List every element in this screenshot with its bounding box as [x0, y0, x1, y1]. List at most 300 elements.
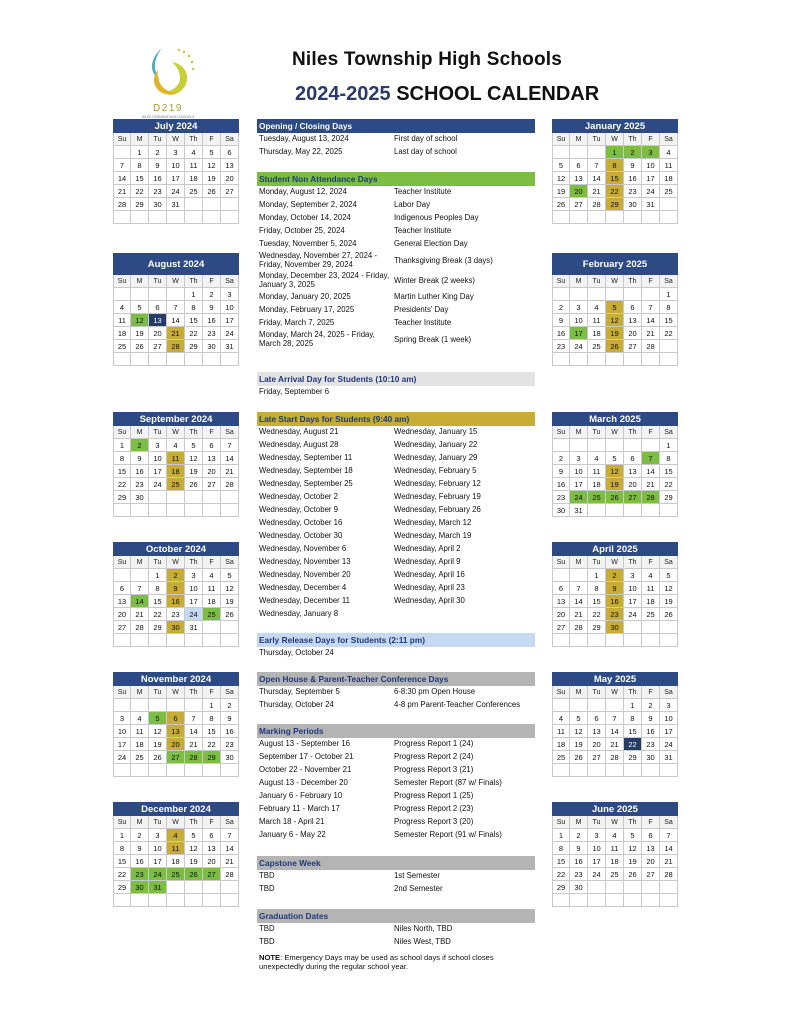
calendar-day: 10	[113, 725, 131, 738]
calendar-day: 1	[606, 146, 624, 159]
calendar-day: 28	[642, 340, 660, 353]
calendar-week	[113, 465, 239, 478]
calendar-day: 24	[149, 868, 167, 881]
calendar-day	[185, 198, 203, 211]
row-date: Tuesday, November 5, 2024	[259, 239, 357, 249]
month-calendar	[552, 119, 678, 224]
table-row	[257, 452, 535, 465]
row-date: March 18 - April 21	[259, 817, 325, 827]
calendar-day	[606, 504, 624, 517]
calendar-day: 4	[606, 829, 624, 842]
calendar-day: 28	[185, 751, 203, 764]
calendar-week	[113, 478, 239, 491]
table-row	[257, 686, 535, 699]
weekday-label: M	[570, 816, 588, 829]
calendar-day	[221, 764, 239, 777]
calendar-day: 23	[552, 491, 570, 504]
calendar-day: 7	[221, 439, 239, 452]
calendar-day: 16	[606, 595, 624, 608]
calendar-day: 5	[606, 301, 624, 314]
weekday-header	[552, 275, 678, 288]
calendar-day	[570, 569, 588, 582]
calendar-day: 11	[642, 582, 660, 595]
calendar-day: 1	[588, 569, 606, 582]
section-late-arrival	[257, 372, 535, 399]
calendar-day: 7	[588, 159, 606, 172]
calendar-week	[113, 301, 239, 314]
calendar-day	[221, 894, 239, 907]
row-description: Wednesday, April 2	[394, 544, 461, 554]
calendar-day: 18	[203, 595, 221, 608]
row-description: Wednesday, April 16	[394, 570, 465, 580]
calendar-day: 11	[588, 314, 606, 327]
month-calendar	[113, 542, 239, 647]
calendar-day: 12	[606, 314, 624, 327]
calendar-day: 15	[552, 855, 570, 868]
calendar-day: 20	[570, 185, 588, 198]
calendar-day	[588, 353, 606, 366]
row-date: Friday, September 6	[259, 387, 330, 397]
calendar-day: 25	[113, 340, 131, 353]
row-description: Presidents' Day	[394, 305, 449, 315]
calendar-day: 5	[203, 146, 221, 159]
calendar-day: 20	[552, 608, 570, 621]
weekday-label: Sa	[221, 816, 239, 829]
calendar-day	[185, 699, 203, 712]
calendar-day: 27	[167, 751, 185, 764]
month-calendar	[552, 412, 678, 517]
weekday-label: Tu	[149, 556, 167, 569]
calendar-day: 30	[642, 751, 660, 764]
calendar-day: 18	[588, 327, 606, 340]
calendar-day: 5	[221, 569, 239, 582]
row-description: 6-8:30 pm Open House	[394, 687, 476, 697]
calendar-day: 26	[624, 868, 642, 881]
row-date: Wednesday, August 28	[259, 440, 339, 450]
calendar-day: 12	[570, 725, 588, 738]
calendar-day: 2	[167, 569, 185, 582]
row-description: Martin Luther King Day	[394, 292, 474, 302]
calendar-day: 13	[203, 452, 221, 465]
calendar-week	[113, 491, 239, 504]
calendar-day: 24	[660, 738, 678, 751]
table-row	[257, 212, 535, 225]
calendar-day: 29	[660, 491, 678, 504]
weekday-label: Sa	[660, 133, 678, 146]
calendar-day: 17	[185, 595, 203, 608]
calendar-day: 16	[131, 855, 149, 868]
calendar-day: 3	[149, 439, 167, 452]
weekday-label: Th	[624, 556, 642, 569]
calendar-day	[552, 894, 570, 907]
calendar-day: 13	[642, 842, 660, 855]
calendar-day: 24	[624, 608, 642, 621]
calendar-day: 15	[131, 172, 149, 185]
calendar-day: 25	[642, 608, 660, 621]
calendar-day: 12	[660, 582, 678, 595]
row-description: Wednesday, April 23	[394, 583, 465, 593]
calendar-day: 8	[113, 842, 131, 855]
calendar-day: 27	[570, 198, 588, 211]
weekday-label: Tu	[588, 275, 606, 288]
calendar-day	[606, 353, 624, 366]
calendar-day: 27	[624, 491, 642, 504]
note-text: : Emergency Days may be used as school days if school closes unexpectedly during the regular school year.	[259, 953, 494, 972]
calendar-day: 22	[185, 327, 203, 340]
calendar-day: 23	[570, 868, 588, 881]
district-logo	[132, 40, 204, 122]
weekday-label: M	[131, 556, 149, 569]
calendar-day	[113, 504, 131, 517]
calendar-day	[570, 699, 588, 712]
calendar-day: 19	[606, 327, 624, 340]
table-row	[257, 291, 535, 304]
calendar-day: 14	[131, 595, 149, 608]
calendar-day: 29	[606, 198, 624, 211]
calendar-day	[203, 621, 221, 634]
calendar-day: 27	[149, 340, 167, 353]
calendar-day: 15	[606, 172, 624, 185]
calendar-day: 29	[203, 751, 221, 764]
calendar-day	[660, 881, 678, 894]
calendar-day: 30	[131, 491, 149, 504]
calendar-week	[552, 185, 678, 198]
month-heading: July 2024	[113, 119, 239, 133]
calendar-day: 1	[185, 288, 203, 301]
calendar-day: 13	[113, 595, 131, 608]
weekday-header	[552, 686, 678, 699]
weekday-label: Su	[113, 133, 131, 146]
table-row	[257, 491, 535, 504]
calendar-day: 10	[149, 452, 167, 465]
calendar-day: 23	[606, 608, 624, 621]
calendar-day	[131, 504, 149, 517]
calendar-day	[642, 894, 660, 907]
calendar-day	[221, 353, 239, 366]
calendar-day	[149, 353, 167, 366]
calendar-week	[113, 621, 239, 634]
calendar-day: 12	[131, 314, 149, 327]
calendar-week	[113, 634, 239, 647]
calendar-day: 7	[131, 582, 149, 595]
month-calendar	[113, 412, 239, 517]
calendar-day: 11	[588, 465, 606, 478]
table-row	[257, 304, 535, 317]
calendar-day: 10	[660, 712, 678, 725]
calendar-day	[642, 621, 660, 634]
weekday-label: F	[203, 686, 221, 699]
calendar-day: 26	[185, 868, 203, 881]
calendar-day: 28	[606, 751, 624, 764]
calendar-day: 3	[570, 301, 588, 314]
calendar-day	[131, 699, 149, 712]
calendar-day: 2	[624, 146, 642, 159]
calendar-day: 1	[660, 288, 678, 301]
section-marking-periods	[257, 724, 535, 842]
calendar-day: 16	[642, 725, 660, 738]
calendar-day: 20	[113, 608, 131, 621]
table-row	[257, 465, 535, 478]
calendar-day	[660, 634, 678, 647]
calendar-day: 28	[588, 198, 606, 211]
weekday-label: Tu	[588, 133, 606, 146]
calendar-day	[167, 353, 185, 366]
calendar-day: 21	[642, 478, 660, 491]
calendar-day	[131, 353, 149, 366]
table-row	[257, 225, 535, 238]
row-date: Thursday, September 5	[259, 687, 340, 697]
table-row	[257, 238, 535, 251]
calendar-day	[113, 569, 131, 582]
calendar-day: 29	[624, 751, 642, 764]
weekday-label: Tu	[149, 816, 167, 829]
calendar-week	[113, 868, 239, 881]
calendar-day: 31	[221, 340, 239, 353]
calendar-day: 19	[660, 595, 678, 608]
calendar-day: 9	[552, 314, 570, 327]
calendar-day: 2	[149, 146, 167, 159]
calendar-day: 5	[606, 452, 624, 465]
weekday-label: Su	[552, 816, 570, 829]
calendar-day: 18	[185, 172, 203, 185]
calendar-day: 30	[203, 340, 221, 353]
section-heading: Opening / Closing Days	[257, 119, 535, 133]
calendar-day: 8	[606, 159, 624, 172]
calendar-day: 3	[570, 452, 588, 465]
calendar-day: 12	[606, 465, 624, 478]
table-row	[257, 595, 535, 608]
calendar-day: 7	[660, 829, 678, 842]
calendar-day: 31	[185, 621, 203, 634]
weekday-label: Sa	[660, 275, 678, 288]
calendar-day: 7	[570, 582, 588, 595]
section-non-attendance	[257, 172, 535, 350]
calendar-day: 27	[113, 621, 131, 634]
calendar-day: 13	[167, 725, 185, 738]
calendar-day	[221, 621, 239, 634]
calendar-day: 15	[113, 465, 131, 478]
calendar-day: 1	[131, 146, 149, 159]
weekday-label: Th	[624, 426, 642, 439]
calendar-day: 16	[221, 725, 239, 738]
calendar-week	[113, 439, 239, 452]
weekday-label: W	[167, 686, 185, 699]
calendar-day: 25	[588, 340, 606, 353]
table-row	[257, 816, 535, 829]
calendar-day: 5	[149, 712, 167, 725]
weekday-label: Sa	[221, 275, 239, 288]
row-description: Thanksgiving Break (3 days)	[394, 255, 493, 265]
calendar-week	[552, 301, 678, 314]
calendar-day: 17	[221, 314, 239, 327]
calendar-day: 2	[221, 699, 239, 712]
weekday-label: F	[642, 686, 660, 699]
calendar-day	[606, 439, 624, 452]
calendar-day: 5	[185, 439, 203, 452]
calendar-day: 29	[552, 881, 570, 894]
calendar-week	[552, 211, 678, 224]
row-date: Wednesday, December 4	[259, 583, 347, 593]
calendar-day: 3	[149, 829, 167, 842]
calendar-week	[552, 478, 678, 491]
calendar-day	[570, 764, 588, 777]
calendar-day: 21	[185, 738, 203, 751]
calendar-day: 17	[167, 172, 185, 185]
calendar-day	[113, 288, 131, 301]
calendar-day: 21	[660, 855, 678, 868]
weekday-label: Sa	[221, 426, 239, 439]
weekday-label: F	[642, 816, 660, 829]
calendar-day: 23	[203, 327, 221, 340]
calendar-day: 2	[606, 569, 624, 582]
section-heading: Marking Periods	[257, 724, 535, 738]
calendar-day: 27	[552, 621, 570, 634]
row-description: Winter Break (2 weeks)	[394, 275, 476, 285]
weekday-label: Th	[624, 275, 642, 288]
calendar-day: 9	[221, 712, 239, 725]
month-heading: September 2024	[113, 412, 239, 426]
calendar-day: 12	[149, 725, 167, 738]
calendar-day: 17	[570, 478, 588, 491]
table-row	[257, 133, 535, 146]
calendar-day: 14	[606, 725, 624, 738]
calendar-week	[113, 842, 239, 855]
weekday-label: M	[131, 816, 149, 829]
calendar-day	[149, 764, 167, 777]
row-date: February 11 - March 17	[259, 804, 340, 814]
month-heading: May 2025	[552, 672, 678, 686]
calendar-day: 28	[113, 198, 131, 211]
weekday-header	[552, 426, 678, 439]
calendar-day: 6	[642, 829, 660, 842]
calendar-day	[131, 764, 149, 777]
calendar-day	[570, 353, 588, 366]
calendar-day: 10	[642, 159, 660, 172]
calendar-day: 24	[570, 340, 588, 353]
calendar-day: 22	[660, 327, 678, 340]
row-date: Wednesday, November 20	[259, 570, 351, 580]
logo-mark-icon	[152, 48, 194, 95]
calendar-day: 30	[131, 881, 149, 894]
row-description: Indigenous Peoples Day	[394, 213, 479, 223]
calendar-day: 4	[552, 712, 570, 725]
calendar-day: 21	[221, 855, 239, 868]
calendar-day	[131, 288, 149, 301]
calendar-day	[149, 699, 167, 712]
table-row	[257, 870, 535, 883]
calendar-week	[552, 159, 678, 172]
calendar-day: 24	[588, 868, 606, 881]
calendar-day: 6	[552, 582, 570, 595]
calendar-day: 3	[185, 569, 203, 582]
calendar-week	[552, 712, 678, 725]
weekday-label: F	[203, 426, 221, 439]
row-date: TBD	[259, 871, 275, 881]
section-late-start	[257, 412, 535, 621]
row-description: Teacher Institute	[394, 226, 452, 236]
calendar-day	[624, 211, 642, 224]
weekday-label: F	[642, 556, 660, 569]
month-heading: August 2024	[113, 253, 239, 275]
calendar-day	[624, 634, 642, 647]
weekday-label: W	[167, 133, 185, 146]
weekday-label: F	[642, 133, 660, 146]
weekday-label: Sa	[221, 133, 239, 146]
calendar-day: 4	[167, 439, 185, 452]
weekday-label: Tu	[588, 686, 606, 699]
calendar-day: 15	[660, 465, 678, 478]
calendar-day: 24	[221, 327, 239, 340]
calendar-day: 22	[624, 738, 642, 751]
calendar-day: 14	[113, 172, 131, 185]
calendar-day	[203, 634, 221, 647]
calendar-day: 4	[588, 452, 606, 465]
month-calendar	[552, 542, 678, 647]
calendar-day: 31	[167, 198, 185, 211]
table-row	[257, 556, 535, 569]
calendar-week	[113, 725, 239, 738]
weekday-label: F	[203, 556, 221, 569]
calendar-day: 31	[570, 504, 588, 517]
weekday-label: F	[642, 275, 660, 288]
weekday-header	[113, 133, 239, 146]
calendar-day: 6	[113, 582, 131, 595]
section-heading: Capstone Week	[257, 856, 535, 870]
calendar-day: 22	[203, 738, 221, 751]
row-description: 2nd Semester	[394, 884, 443, 894]
calendar-week	[113, 595, 239, 608]
calendar-day: 1	[149, 569, 167, 582]
calendar-day: 27	[624, 340, 642, 353]
calendar-day: 6	[588, 712, 606, 725]
weekday-label: F	[203, 133, 221, 146]
calendar-day: 11	[203, 582, 221, 595]
month-calendar	[113, 119, 239, 224]
calendar-day: 1	[113, 439, 131, 452]
weekday-header	[113, 275, 239, 288]
calendar-week	[113, 829, 239, 842]
calendar-day: 5	[131, 301, 149, 314]
calendar-day: 20	[588, 738, 606, 751]
calendar-day	[552, 699, 570, 712]
month-heading: April 2025	[552, 542, 678, 556]
calendar-day: 30	[149, 198, 167, 211]
weekday-label: M	[570, 133, 588, 146]
calendar-day: 4	[185, 146, 203, 159]
weekday-label: Th	[185, 556, 203, 569]
calendar-week	[552, 146, 678, 159]
calendar-day: 8	[113, 452, 131, 465]
row-date: Monday, January 20, 2025	[259, 292, 351, 302]
calendar-day	[221, 198, 239, 211]
row-description: 1st Semester	[394, 871, 440, 881]
table-row	[257, 386, 535, 399]
row-description: Semester Report (91 w/ Finals)	[394, 830, 502, 840]
calendar-day	[221, 881, 239, 894]
calendar-day	[660, 894, 678, 907]
calendar-day: 18	[606, 855, 624, 868]
weekday-label: M	[570, 426, 588, 439]
calendar-day	[113, 146, 131, 159]
month-calendar	[113, 802, 239, 907]
calendar-day: 21	[221, 465, 239, 478]
weekday-label: Th	[185, 816, 203, 829]
calendar-week	[552, 881, 678, 894]
calendar-day: 21	[570, 608, 588, 621]
school-year: 2024-2025	[295, 83, 391, 105]
calendar-day	[570, 634, 588, 647]
calendar-day: 10	[149, 842, 167, 855]
